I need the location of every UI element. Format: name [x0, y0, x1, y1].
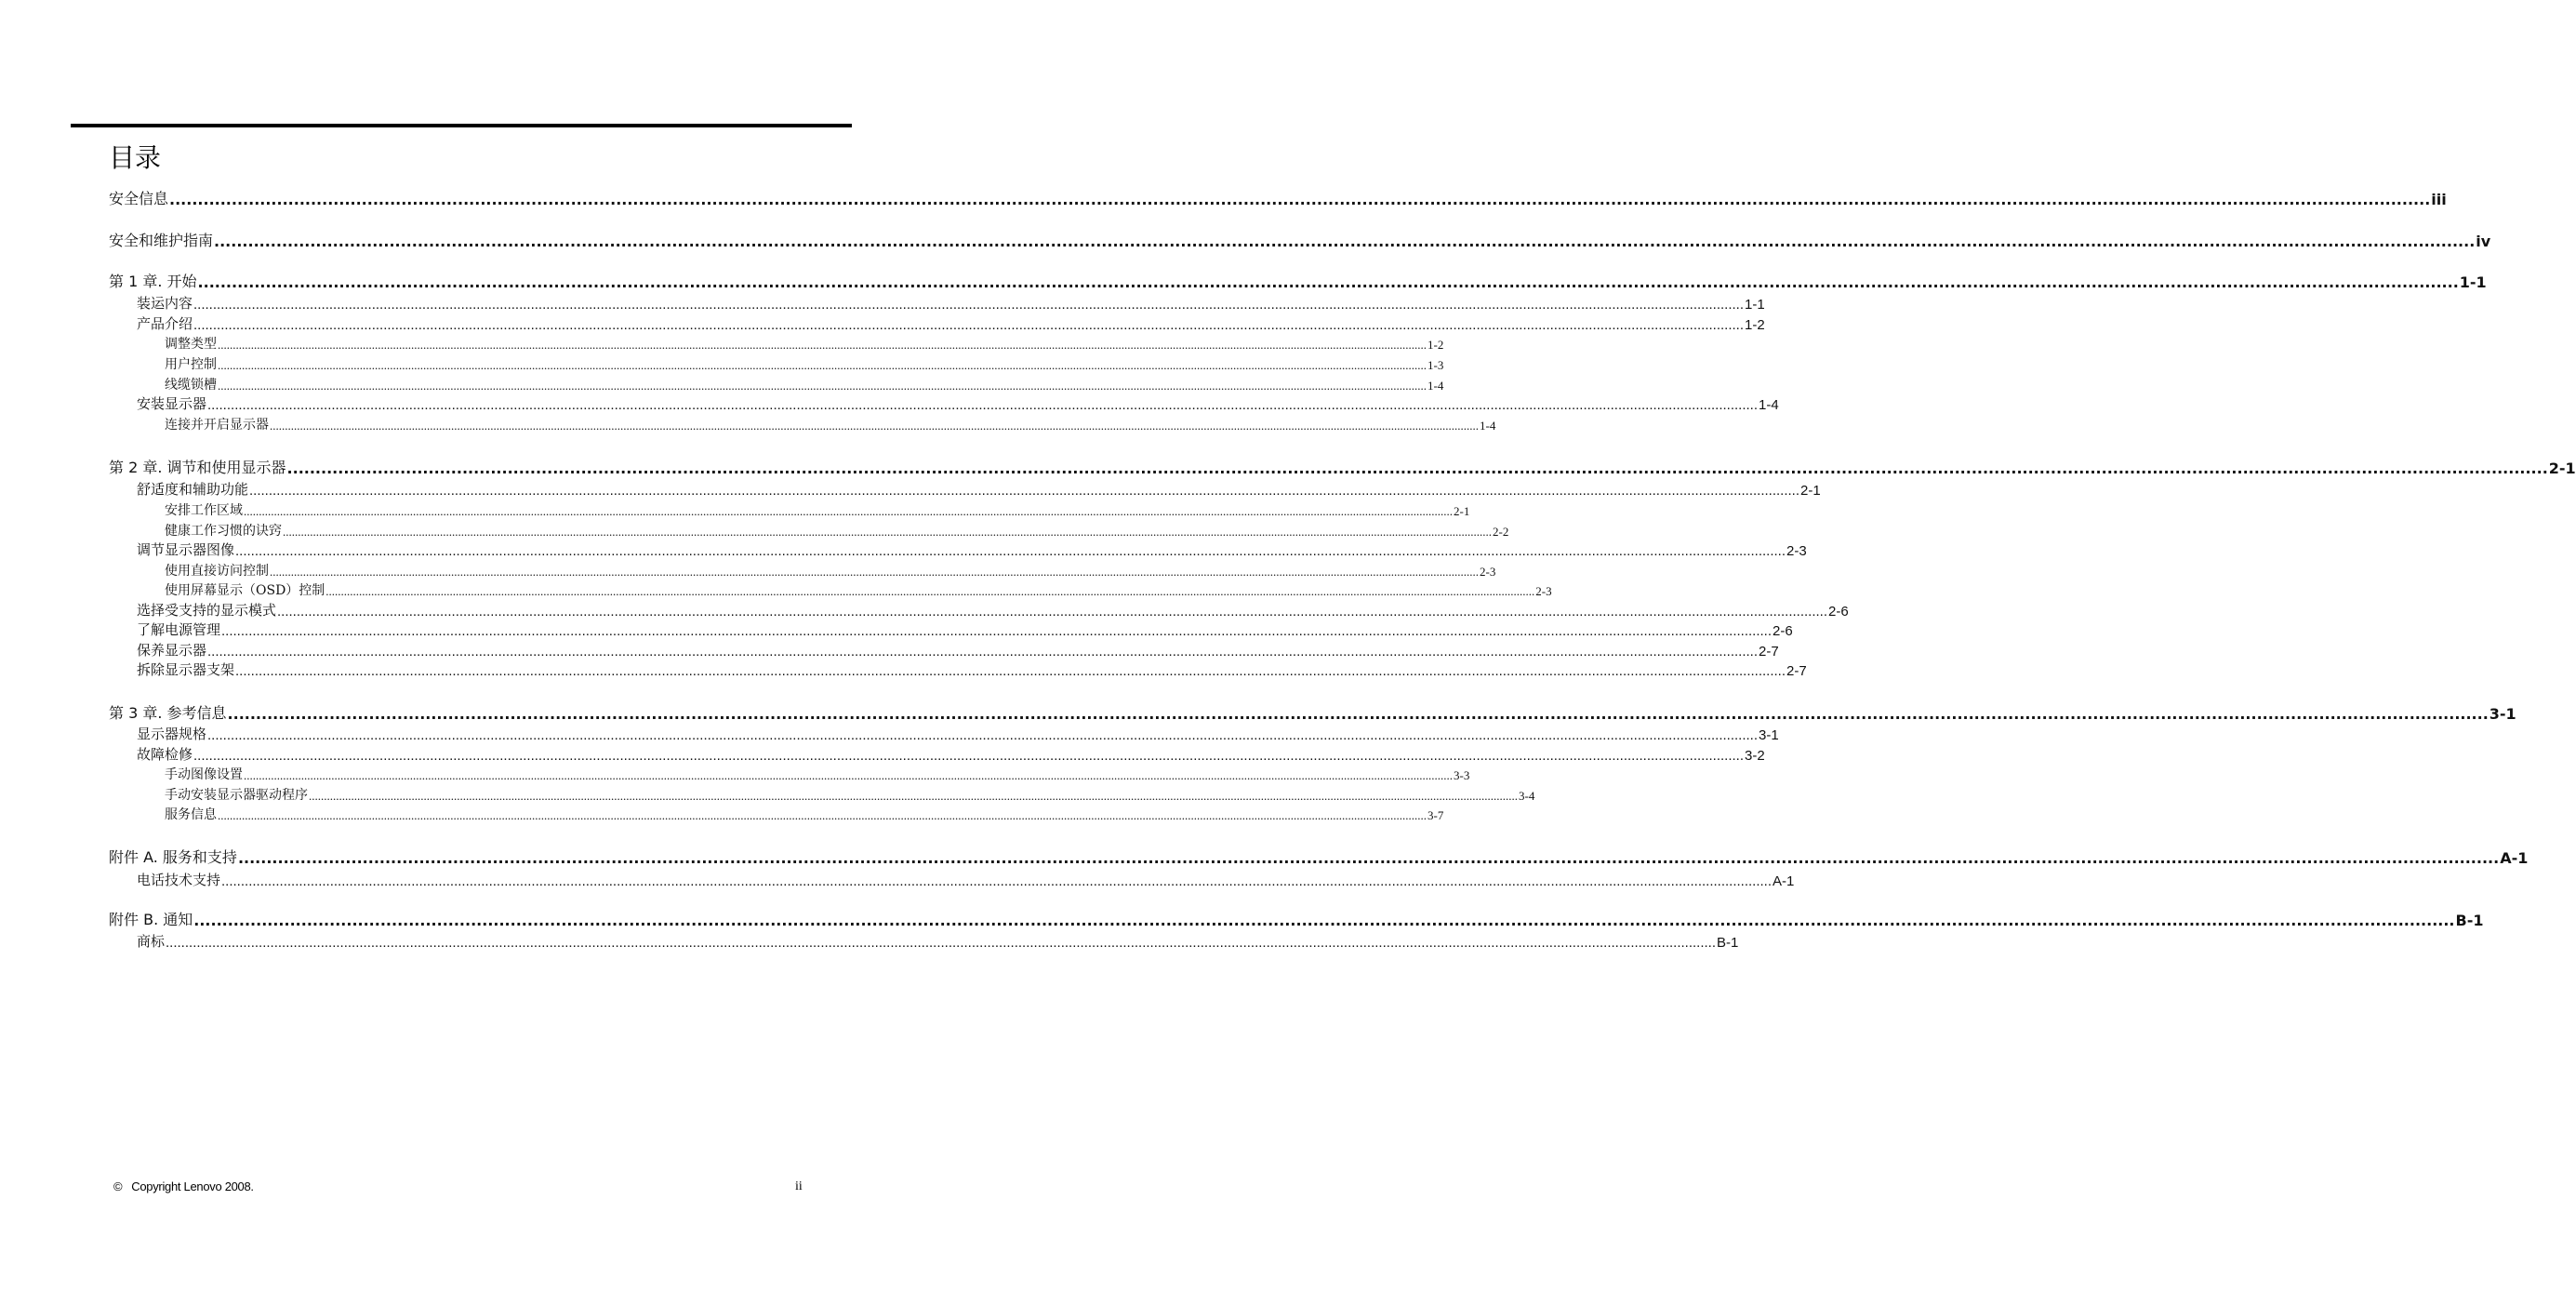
dot-leader: ................................................................................................................................................................................................................................................................................................................................................................................................................ [249, 483, 1800, 499]
toc-entry-healthy-work-habits[interactable] [165, 519, 1509, 540]
toc-entry-troubleshooting[interactable] [137, 743, 1765, 764]
toc-entry-label: 调整类型 [165, 337, 217, 352]
toc-entry-page: iii [2431, 191, 2447, 208]
toc-entry-page: 2-7 [1759, 644, 1779, 660]
dot-leader: ................................................................................................................................................................................................................................................................................................................................................................................................................ [193, 748, 1745, 764]
toc-entry-label: 健康工作习惯的诀窍 [165, 524, 282, 539]
toc-entry-label: 安全和维护指南 [109, 232, 214, 249]
toc-entry-label: 了解电源管理 [137, 621, 221, 638]
dot-leader: ................................................................................................................................................................................................................................................................................................................................................................................................................ [237, 849, 2500, 867]
toc-entry-label: 电话技术支持 [137, 872, 221, 888]
toc-entry-install-monitor[interactable] [137, 393, 1779, 413]
toc-entry-page: 1-4 [1427, 379, 1444, 393]
toc-entry-label: 线缆锁槽 [165, 378, 217, 393]
toc-entry-chapter-1[interactable] [109, 271, 2487, 291]
toc-entry-label: 选择受支持的显示模式 [137, 602, 277, 619]
toc-entry-label: 第 1 章. 开始 [109, 273, 197, 290]
toc-entry-page: 1-1 [1745, 297, 1765, 313]
toc-entry-comfort-accessibility[interactable] [137, 478, 1821, 499]
dot-leader: ................................................................................................................................................................................................................................................................................................................................................................................................................ [197, 273, 2459, 291]
toc-entry-page: 2-3 [1786, 543, 1807, 559]
toc-entry-cable-lock-slot[interactable] [165, 373, 1444, 393]
toc-entry-label: 第 2 章. 调节和使用显示器 [109, 459, 286, 476]
toc-entry-label: 显示器规格 [137, 726, 207, 742]
toc-entry-page: 3-2 [1745, 748, 1765, 764]
dot-leader: ................................................................................................................................................................................................................................................................................................................................................................................................................ [235, 543, 1786, 559]
toc-entry-page: 2-2 [1493, 525, 1509, 539]
toc-entry-connect-monitor[interactable] [165, 413, 1496, 433]
dot-leader: ................................................................................................................................................................................................................................................................................................................................................................................................................ [309, 789, 1518, 803]
toc-entry-trademarks[interactable] [137, 930, 1739, 951]
toc-entry-chapter-2[interactable] [109, 457, 2576, 477]
toc-entry-label: 使用直接访问控制 [165, 564, 269, 579]
toc-entry-service-info[interactable] [165, 803, 1444, 823]
toc-entry-monitor-specs[interactable] [137, 723, 1779, 743]
toc-entry-page: A-1 [2500, 849, 2529, 867]
toc-entry-label: 拆除显示器支架 [137, 661, 235, 678]
dot-leader: ................................................................................................................................................................................................................................................................................................................................................................................................................ [193, 297, 1745, 313]
toc-entry-adjustment-types[interactable] [165, 332, 1444, 353]
toc-entry-page: 1-2 [1745, 317, 1765, 333]
footer-copyright [113, 1179, 254, 1193]
dot-leader: ................................................................................................................................................................................................................................................................................................................................................................................................................ [218, 379, 1427, 393]
toc-entry-adjust-image[interactable] [137, 539, 1807, 559]
toc-entry-page: 2-3 [1480, 565, 1496, 579]
dot-leader: ................................................................................................................................................................................................................................................................................................................................................................................................................ [193, 912, 2455, 929]
copyright-text: Copyright Lenovo 2008. [131, 1179, 254, 1193]
toc-entry-label: 安排工作区域 [165, 503, 243, 518]
toc-entry-label: 附件 A. 服务和支持 [109, 848, 237, 866]
footer-page-number: ii [795, 1179, 803, 1193]
toc-entry-page: 2-1 [1454, 504, 1470, 518]
toc-entry-osd-controls[interactable] [165, 579, 1552, 599]
toc-entry-page: 3-4 [1519, 789, 1535, 803]
dot-leader: ................................................................................................................................................................................................................................................................................................................................................................................................................ [244, 768, 1453, 782]
toc-entry-label: 连接并开启显示器 [165, 418, 269, 433]
dot-leader: ................................................................................................................................................................................................................................................................................................................................................................................................................ [169, 191, 2431, 208]
toc-entry-label: 使用屏幕显示（OSD）控制 [165, 583, 325, 598]
toc-entry-label: 手动图像设置 [165, 767, 243, 782]
header-rule [71, 124, 852, 127]
toc-entry-display-modes[interactable] [137, 599, 1849, 620]
toc-entry-page: 2-1 [1800, 483, 1821, 499]
toc-entry-chapter-3[interactable] [109, 702, 2516, 723]
dot-leader: ................................................................................................................................................................................................................................................................................................................................................................................................................ [221, 623, 1773, 639]
toc-entry-label: 产品介绍 [137, 315, 193, 332]
toc-entry-care-monitor[interactable] [137, 639, 1779, 660]
toc-entry-page: 1-4 [1759, 397, 1779, 413]
dot-leader: ................................................................................................................................................................................................................................................................................................................................................................................................................ [214, 233, 2476, 250]
toc-entry-label: 安全信息 [109, 190, 169, 207]
toc-entry-user-controls[interactable] [165, 353, 1444, 373]
dot-leader: ................................................................................................................................................................................................................................................................................................................................................................................................................ [283, 525, 1492, 539]
toc-entry-page: 2-6 [1828, 604, 1849, 620]
toc-entry-power-management[interactable] [137, 619, 1793, 639]
toc-entry-label: 用户控制 [165, 357, 217, 372]
dot-leader: ................................................................................................................................................................................................................................................................................................................................................................................................................ [227, 705, 2489, 723]
toc-entry-label: 手动安装显示器驱动程序 [165, 788, 308, 803]
toc-entry-label: 附件 B. 通知 [109, 911, 193, 928]
dot-leader: ................................................................................................................................................................................................................................................................................................................................................................................................................ [207, 644, 1759, 660]
toc-entry-remove-stand[interactable] [137, 659, 1807, 679]
toc-entry-label: 故障检修 [137, 746, 193, 763]
toc-entry-manual-driver-install[interactable] [165, 783, 1535, 804]
dot-leader: ................................................................................................................................................................................................................................................................................................................................................................................................................ [270, 419, 1479, 433]
copyright-icon: © [113, 1179, 123, 1193]
toc-entry-label: 装运内容 [137, 295, 193, 312]
toc-entry-page: 2-6 [1773, 623, 1793, 639]
toc-entry-direct-access-controls[interactable] [165, 559, 1496, 580]
toc-entry-page: iv [2476, 233, 2491, 250]
toc-entry-label: 第 3 章. 参考信息 [109, 704, 227, 722]
dot-leader: ................................................................................................................................................................................................................................................................................................................................................................................................................ [218, 808, 1427, 822]
toc-entry-page: 3-3 [1454, 768, 1470, 782]
toc-entry-page: 3-7 [1427, 808, 1444, 822]
dot-leader: ................................................................................................................................................................................................................................................................................................................................................................................................................ [193, 317, 1745, 333]
dot-leader: ................................................................................................................................................................................................................................................................................................................................................................................................................ [286, 460, 2548, 477]
toc-entry-label: 保养显示器 [137, 642, 207, 659]
toc-entry-manual-image-setup[interactable] [165, 763, 1470, 783]
dot-leader: ................................................................................................................................................................................................................................................................................................................................................................................................................ [218, 338, 1427, 352]
dot-leader: ................................................................................................................................................................................................................................................................................................................................................................................................................ [221, 873, 1773, 889]
toc-entry-page: 2-3 [1535, 584, 1552, 598]
toc-entry-appendix-a[interactable] [109, 846, 2529, 867]
toc-entry-page: A-1 [1773, 873, 1795, 889]
toc-entry-product-overview[interactable] [137, 313, 1765, 333]
toc-entry-page: 1-4 [1480, 419, 1496, 433]
dot-leader: ................................................................................................................................................................................................................................................................................................................................................................................................................ [244, 504, 1453, 518]
toc-entry-safety-info[interactable] [109, 188, 2447, 208]
dot-leader: ................................................................................................................................................................................................................................................................................................................................................................................................................ [166, 935, 1717, 951]
dot-leader: ................................................................................................................................................................................................................................................................................................................................................................................................................ [207, 397, 1759, 413]
toc-entry-page: 1-3 [1427, 358, 1444, 372]
dot-leader: ................................................................................................................................................................................................................................................................................................................................................................................................................ [325, 584, 1535, 598]
page-title: 目录 [109, 142, 162, 173]
toc-entry-label: 商标 [137, 933, 166, 950]
toc-entry-page: B-1 [2455, 912, 2484, 929]
toc-entry-label: 安装显示器 [137, 395, 207, 412]
toc-entry-label: 服务信息 [165, 807, 217, 822]
toc-entry-label: 调节显示器图像 [137, 541, 235, 558]
toc-entry-page: 3-1 [1759, 727, 1779, 743]
dot-leader: ................................................................................................................................................................................................................................................................................................................................................................................................................ [218, 358, 1427, 372]
toc-entry-page: 1-1 [2459, 273, 2487, 291]
toc-entry-page: B-1 [1717, 935, 1739, 951]
toc-entry-safety-guide[interactable] [109, 230, 2491, 250]
toc-entry-package-contents[interactable] [137, 292, 1765, 313]
toc-entry-appendix-b[interactable] [109, 909, 2484, 929]
toc-entry-phone-support[interactable] [137, 869, 1795, 889]
toc-entry-arrange-work-area[interactable] [165, 499, 1470, 519]
dot-leader: ................................................................................................................................................................................................................................................................................................................................................................................................................ [277, 604, 1828, 620]
dot-leader: ................................................................................................................................................................................................................................................................................................................................................................................................................ [235, 663, 1786, 679]
dot-leader: ................................................................................................................................................................................................................................................................................................................................................................................................................ [270, 565, 1479, 579]
toc-entry-label: 舒适度和辅助功能 [137, 481, 249, 498]
dot-leader: ................................................................................................................................................................................................................................................................................................................................................................................................................ [207, 727, 1759, 743]
toc-entry-page: 1-2 [1427, 338, 1444, 352]
toc-entry-page: 2-7 [1786, 663, 1807, 679]
toc-entry-page: 3-1 [2489, 705, 2516, 723]
toc-entry-page: 2-1 [2548, 460, 2576, 477]
